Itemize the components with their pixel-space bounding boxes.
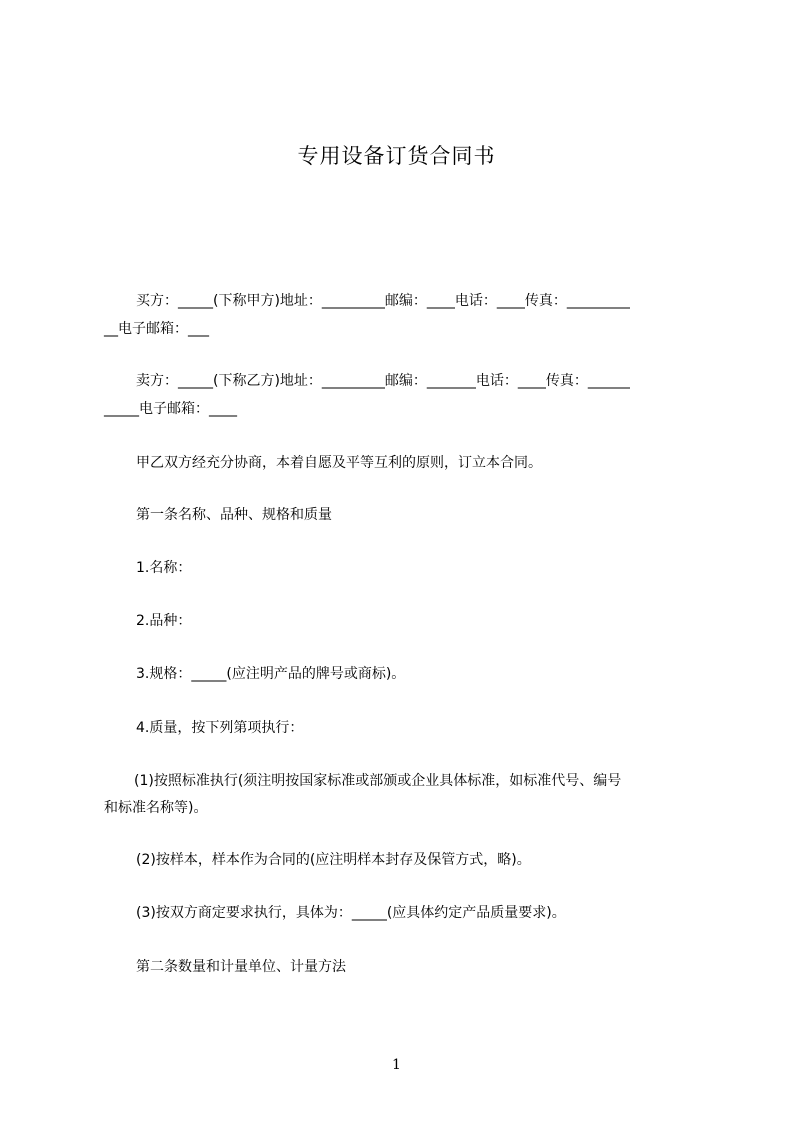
item-name: 1.名称：: [136, 560, 192, 576]
quality-option-1-line-2: 和标准名称等)。: [104, 800, 208, 816]
document-title: 专用设备订货合同书: [297, 144, 496, 168]
quality-option-2: (2)按样本，样本作为合同的(应注明样本封存及保管方式，略)。: [136, 852, 531, 868]
item-quality: 4.质量，按下列第项执行：: [136, 720, 304, 736]
item-specification: 3.规格：_____(应注明产品的牌号或商标)。: [136, 666, 406, 682]
item-variety: 2.品种：: [136, 613, 192, 629]
article-2-heading: 第二条数量和计量单位、计量方法: [136, 959, 346, 975]
seller-info-line-1: 卖方：_____(下称乙方)地址：_________邮编：_______电话：____传真：______: [136, 373, 630, 389]
article-1-heading: 第一条名称、品种、规格和质量: [136, 507, 332, 523]
buyer-info-line-2: __电子邮箱：___: [104, 321, 209, 337]
quality-option-1-line-1: (1)按照标准执行(须注明按国家标准或部颁或企业具体标准，如标准代号、编号: [134, 773, 622, 789]
buyer-info-line-1: 买方：_____(下称甲方)地址：_________邮编：____电话：____传真：_________: [136, 293, 630, 309]
intro-paragraph: 甲乙双方经充分协商，本着自愿及平等互利的原则，订立本合同。: [136, 455, 542, 471]
page-number: 1: [392, 1057, 401, 1073]
seller-info-line-2: _____电子邮箱：____: [104, 401, 237, 417]
quality-option-3: (3)按双方商定要求执行，具体为：_____(应具体约定产品质量要求)。: [136, 905, 566, 921]
